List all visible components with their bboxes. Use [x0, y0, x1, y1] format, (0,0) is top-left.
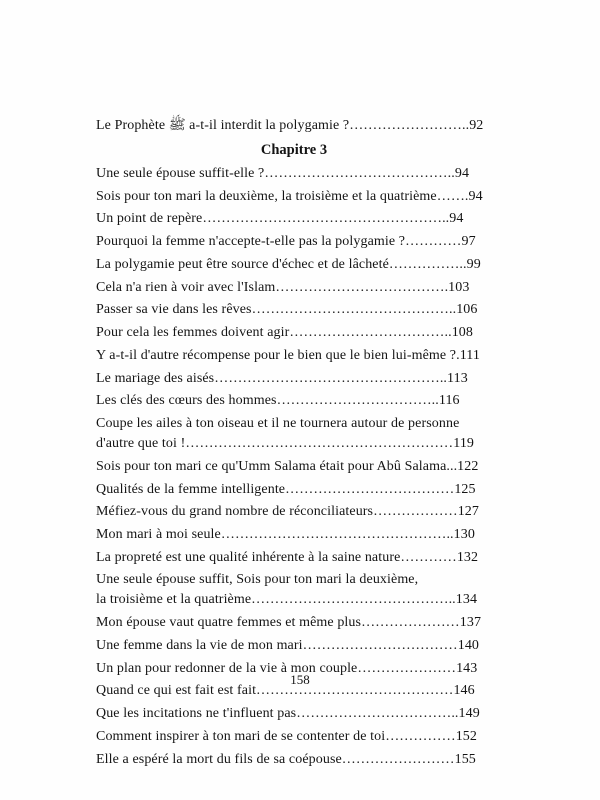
- toc-entry-line: Que les incitations ne t'influent pas……………………………..149: [96, 706, 480, 722]
- toc-entry: [96, 502, 492, 522]
- toc-entry-line: Sois pour ton mari ce qu'Umm Salama était pour Abû Salama...122: [96, 458, 479, 474]
- toc-entry: [96, 232, 492, 252]
- toc-entry-prophete: [96, 116, 492, 136]
- toc-entry-line: Les clés des cœurs des hommes……………………………..116: [96, 393, 460, 409]
- toc-entry: [96, 323, 492, 343]
- toc-entry: [96, 613, 492, 633]
- toc-entry-line: Pourquoi la femme n'accepte-t-elle pas la polygamie ?…………97: [96, 234, 476, 250]
- toc-entry-line: Une seule épouse suffit-elle ?…………………………………..94: [96, 166, 470, 181]
- toc-entry-line: Méfiez-vous du grand nombre de réconciliateurs………………127: [96, 504, 480, 520]
- toc-entry: [96, 164, 492, 184]
- toc-entry: [96, 255, 492, 275]
- toc-entry-line: Le mariage des aisés…………………………………………..113: [96, 370, 468, 386]
- toc-entry-text: Le Prophète ﷺ a-t-il interdit la polygamie ?……………………..92: [96, 118, 484, 133]
- toc-entry-line: Un plan pour redonner de la vie à mon couple…………………143: [96, 660, 478, 676]
- toc-entry: [96, 548, 492, 568]
- toc-entry: [96, 525, 492, 545]
- toc-entry: [96, 391, 492, 411]
- toc-entry: [96, 636, 492, 656]
- toc-entry-line: Cela n'a rien à voir avec l'Islam……………………………….103: [96, 279, 470, 295]
- toc-entry-line: La polygamie peut être source d'échec et de lâcheté……………..99: [96, 256, 481, 272]
- toc-entry-line: La propreté est une qualité inhérente à la saine nature…………132: [96, 549, 479, 565]
- toc-entry: [96, 750, 492, 770]
- toc-entry: [96, 704, 492, 724]
- toc-entry: [96, 278, 492, 298]
- toc-entry: [96, 414, 492, 454]
- page-number: 158: [290, 672, 310, 687]
- toc-entry-line: la troisième et la quatrième……………………………………..134: [96, 592, 478, 608]
- toc-entry-line: d'autre que toi !…………………………………………………119: [96, 436, 475, 452]
- toc-entry-line: Une seule épouse suffit, Sois pour ton mari la deuxième,: [96, 572, 419, 588]
- toc-entry: [96, 727, 492, 747]
- toc-entry: [96, 300, 492, 320]
- toc-entry: [96, 480, 492, 500]
- toc-entry: [96, 346, 492, 366]
- toc-entry-line: Coupe les ailes à ton oiseau et il ne tournera autour de personne: [96, 416, 460, 432]
- toc-entry: [96, 187, 492, 207]
- toc-entry: [96, 570, 492, 610]
- toc-entry-line: Comment inspirer à ton mari de se contenter de toi……………152: [96, 728, 477, 744]
- toc-entry-line: Y a-t-il d'autre récompense pour le bien que le bien lui-même ?.111: [96, 347, 480, 363]
- toc-entry-line: Sois pour ton mari la deuxième, la troisième et la quatrième…….94: [96, 188, 483, 204]
- toc-entry-line: Mon épouse vaut quatre femmes et même plus…………………137: [96, 615, 482, 631]
- toc-entry-line: Une femme dans la vie de mon mari……………………………140: [96, 637, 480, 653]
- toc-entry: [96, 369, 492, 389]
- toc-entry-line: Passer sa vie dans les rêves……………………………………..106: [96, 302, 478, 318]
- toc-entry: [96, 209, 492, 229]
- toc-entry-line: Elle a espéré la mort du fils de sa coépouse……………………155: [96, 751, 476, 767]
- toc-entry-line: Un point de repère……………………………………………..94: [96, 211, 464, 227]
- toc-entry-line: Pour cela les femmes doivent agir……………………………..108: [96, 325, 474, 341]
- toc-entry: [96, 457, 492, 477]
- toc-entry-line: Quand ce qui est fait est fait……………………………………146: [96, 683, 475, 699]
- toc-entry-line: Mon mari à moi seule…………………………………………..130: [96, 527, 475, 543]
- toc-entry-line: Qualités de la femme intelligente………………………………125: [96, 481, 476, 497]
- chapter-heading: Chapitre 3: [260, 142, 328, 158]
